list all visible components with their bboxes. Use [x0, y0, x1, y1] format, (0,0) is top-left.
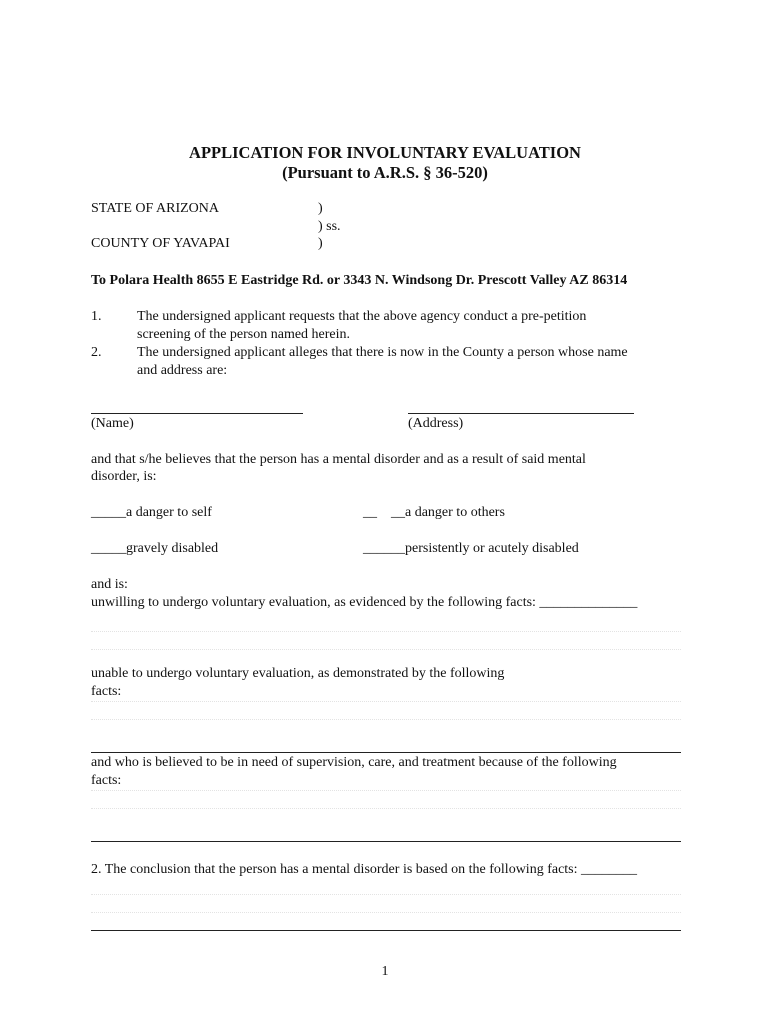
- faint-field-line[interactable]: [91, 790, 681, 791]
- item-text: and address are:: [137, 363, 228, 378]
- unable-text: facts:: [91, 684, 122, 699]
- page-number: 1: [381, 964, 389, 979]
- item-text: The undersigned applicant alleges that there is now in the County a person whose name: [137, 345, 628, 360]
- faint-field-line[interactable]: [91, 719, 681, 720]
- conclusion-text: 2. The conclusion that the person has a mental disorder is based on the following facts: ________: [91, 862, 638, 877]
- facts-blank-line[interactable]: [91, 930, 681, 931]
- belief-text: disorder, is:: [91, 469, 157, 484]
- item-number: 2.: [91, 345, 102, 360]
- item-text: screening of the person named herein.: [137, 327, 351, 342]
- faint-field-line[interactable]: [91, 894, 681, 895]
- option-gravely-disabled[interactable]: _____gravely disabled: [91, 541, 219, 556]
- name-label: (Name): [91, 416, 134, 431]
- option-danger-self[interactable]: _____a danger to self: [91, 505, 212, 520]
- need-text: and who is believed to be in need of supervision, care, and treatment because of the following: [91, 755, 617, 770]
- facts-blank-line[interactable]: [91, 841, 681, 842]
- faint-field-line[interactable]: [91, 631, 681, 632]
- item-number: 1.: [91, 309, 102, 324]
- faint-field-line[interactable]: [91, 808, 681, 809]
- item-text: The undersigned applicant requests that the above agency conduct a pre-petition: [137, 309, 587, 324]
- belief-text: and that s/he believes that the person has a mental disorder and as a result of said mental: [91, 452, 586, 467]
- venue-ss: ) ss.: [318, 219, 341, 234]
- venue-paren: ): [318, 201, 323, 216]
- faint-field-line[interactable]: [91, 649, 681, 650]
- recipient-line: To Polara Health 8655 E Eastridge Rd. or 3343 N. Windsong Dr. Prescott Valley AZ 86314: [91, 273, 628, 288]
- faint-field-line[interactable]: [91, 912, 681, 913]
- option-persistently-disabled[interactable]: ______persistently or acutely disabled: [363, 541, 579, 556]
- address-label: (Address): [408, 416, 464, 431]
- and-is-label: and is:: [91, 577, 128, 592]
- address-blank-line[interactable]: [408, 413, 634, 414]
- document-title: APPLICATION FOR INVOLUNTARY EVALUATION: [189, 143, 581, 162]
- name-blank-line[interactable]: [91, 413, 303, 414]
- venue-state: STATE OF ARIZONA: [91, 201, 219, 216]
- need-text: facts:: [91, 773, 122, 788]
- document-subtitle: (Pursuant to A.R.S. § 36-520): [282, 163, 488, 182]
- unwilling-text: unwilling to undergo voluntary evaluation, as evidenced by the following facts: ______________: [91, 595, 638, 610]
- faint-field-line[interactable]: [91, 701, 681, 702]
- venue-paren: ): [318, 236, 323, 251]
- option-danger-others[interactable]: __ __a danger to others: [363, 505, 505, 520]
- venue-county: COUNTY OF YAVAPAI: [91, 236, 230, 251]
- unable-text: unable to undergo voluntary evaluation, as demonstrated by the following: [91, 666, 505, 681]
- facts-blank-line[interactable]: [91, 752, 681, 753]
